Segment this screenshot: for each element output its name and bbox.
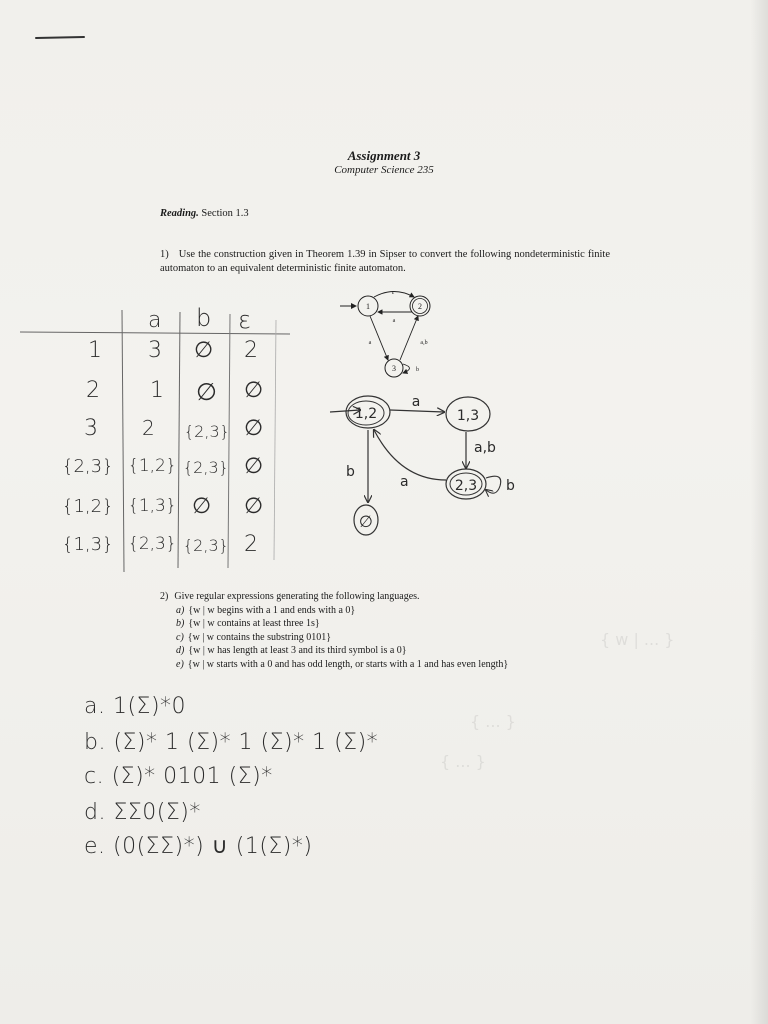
answer-c: c. (Σ)* 0101 (Σ)*: [84, 764, 273, 789]
list-item: [160, 617, 620, 631]
row-a: 1: [150, 378, 164, 403]
bleed-through: { ... }: [470, 712, 516, 731]
course-subtitle: Computer Science 235: [334, 164, 434, 176]
list-item: [160, 644, 620, 658]
row-a: 3: [148, 338, 162, 363]
nfa-diagram: [330, 290, 460, 390]
question-2-number: 2): [160, 591, 169, 602]
question-2-intro-text: Give regular expressions generating the following languages.: [174, 591, 420, 602]
answer-a: a. 1(Σ)*0: [84, 694, 187, 719]
bleed-through: { ... }: [440, 752, 486, 771]
row-b: {2,3}: [183, 458, 229, 477]
answer-d: d. ΣΣ0(Σ)*: [84, 800, 201, 825]
dfa-state-1-2-label: 1,2: [354, 406, 378, 422]
table-row: [0, 494, 300, 530]
assignment-title: Assignment 3: [347, 148, 421, 163]
row-e: ∅: [244, 378, 264, 403]
table-header-a: a: [148, 308, 162, 333]
nfa-state-2-label: 2: [418, 302, 422, 311]
item-text: {w | w begins with a 1 and ends with a 0}: [188, 604, 356, 616]
reading-label: Reading.: [160, 208, 199, 219]
table-header-b: b: [196, 304, 212, 332]
table-header-epsilon: ε: [238, 306, 251, 334]
table-row: [0, 378, 300, 414]
answer-b: b. (Σ)* 1 (Σ)* 1 (Σ)* 1 (Σ)*: [84, 730, 379, 755]
row-e: ∅: [244, 494, 264, 519]
row-b: {2,3}: [184, 422, 230, 441]
row-b: ∅: [194, 338, 214, 363]
table-row: [0, 338, 300, 374]
nfa-edge-label: ε: [391, 290, 395, 296]
question-1-text: Use the construction given in Theorem 1.39 in Sipser to convert the following nondeterministic finite automaton to an equivalent deterministic finite automaton.: [160, 249, 610, 274]
row-b: ∅: [192, 494, 212, 519]
bleed-through: { w | ... }: [600, 630, 675, 649]
nfa-edge-label: a: [392, 318, 396, 324]
item-text: {w | w contains the substring 0101}: [187, 631, 332, 643]
row-e: 2: [244, 532, 258, 557]
nfa-state-3-label: 3: [392, 364, 396, 373]
row-state: {1,2}: [62, 496, 114, 517]
item-letter: a): [176, 604, 185, 616]
dfa-state-empty-label: ∅: [359, 512, 373, 531]
question-2-intro: [160, 590, 620, 604]
dfa-edge-label: a: [400, 474, 409, 490]
list-item: [160, 631, 620, 645]
item-text: {w | w contains at least three 1s}: [188, 618, 320, 630]
dfa-edge-label: b: [346, 464, 355, 480]
item-letter: b): [176, 618, 185, 630]
list-item: [160, 604, 620, 618]
row-state: 1: [88, 338, 102, 363]
row-e: ∅: [244, 454, 264, 479]
dfa-state-1-3-label: 1,3: [456, 408, 480, 424]
row-e: ∅: [244, 416, 264, 441]
dfa-edge-label: a,b: [474, 440, 496, 456]
row-state: 3: [84, 416, 98, 441]
item-text: {w | w has length at least 3 and its third symbol is a 0}: [188, 645, 407, 657]
row-b: {2,3}: [183, 536, 229, 555]
transition-table: [0, 300, 300, 580]
row-a: {2,3}: [128, 534, 177, 554]
table-row: [0, 454, 300, 490]
dfa-edge-label: b: [506, 478, 515, 494]
answer-e: e. (0(ΣΣ)*) ∪ (1(Σ)*): [84, 834, 313, 859]
nfa-edge-label: a: [368, 340, 372, 346]
nfa-edge-label: a,b: [420, 340, 428, 346]
item-letter: c): [176, 631, 184, 643]
row-a: {1,3}: [128, 496, 177, 516]
dfa-edge-label: a: [411, 394, 421, 410]
dfa-state-2-3-label: 2,3: [454, 478, 478, 494]
dfa-diagram: [320, 380, 540, 550]
row-a: {1,2}: [128, 456, 177, 476]
row-state: {2,3}: [62, 456, 114, 477]
question-1: [160, 248, 610, 276]
reading-text: Section 1.3: [201, 208, 249, 219]
reading-line: [160, 208, 249, 219]
row-state: 2: [86, 378, 100, 403]
item-text: {w | w starts with a 0 and has odd length, or starts with a 1 and has even length}: [187, 658, 509, 670]
item-letter: d): [176, 645, 185, 657]
table-row: [0, 532, 300, 568]
item-letter: e): [176, 658, 184, 670]
nfa-edge-label: b: [416, 367, 419, 373]
nfa-state-1-label: 1: [366, 302, 370, 311]
row-state: {1,3}: [62, 534, 114, 555]
row-a: 2: [142, 416, 155, 440]
table-row: [0, 416, 300, 452]
question-2: [160, 590, 620, 672]
row-e: 2: [244, 338, 258, 363]
row-b: ∅: [196, 378, 217, 406]
question-1-number: 1): [160, 249, 169, 260]
list-item: [160, 658, 620, 672]
pen-mark: [30, 30, 90, 44]
